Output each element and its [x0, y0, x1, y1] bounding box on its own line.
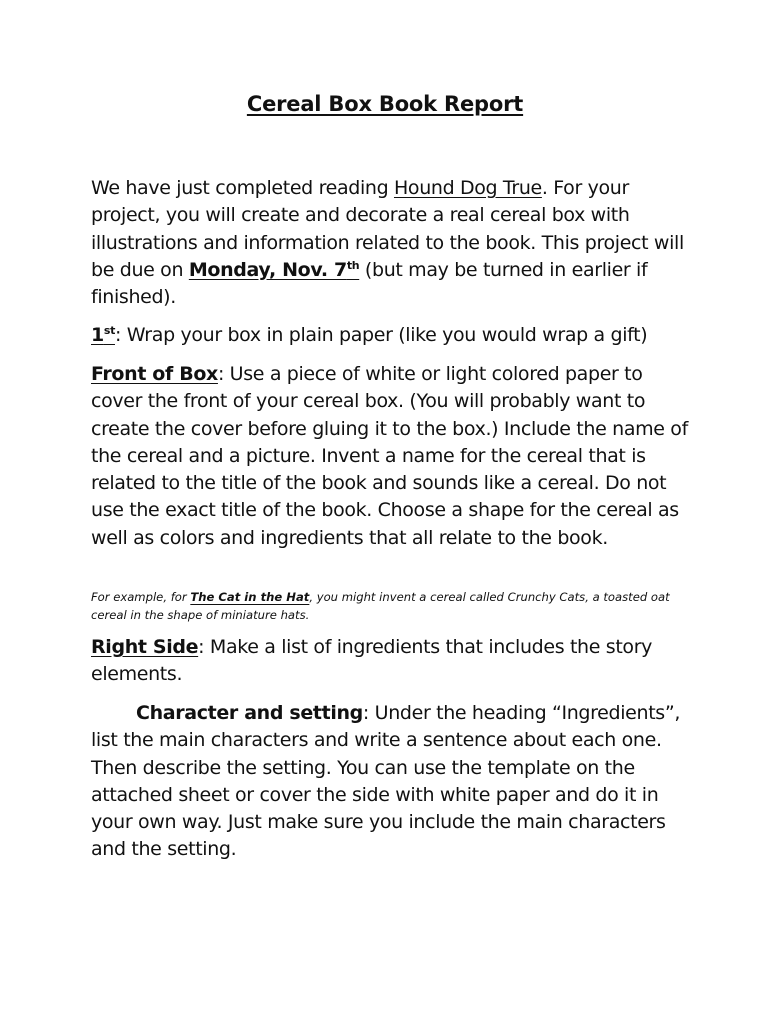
example-book-title: The Cat in the Hat: [190, 590, 310, 604]
right-side-text: : Make a list of ingredients that includes the story elements.: [91, 636, 653, 686]
due-date-superscript: th: [346, 258, 360, 272]
intro-paragraph: [91, 175, 691, 311]
character-setting-paragraph: [91, 700, 691, 864]
first-step-text: : Wrap your box in plain paper (like you would wrap a gift): [114, 324, 648, 346]
intro-text-3: (but may be turned in earlier if finished).: [91, 258, 648, 309]
due-date-text: Monday, Nov. 7: [188, 258, 347, 281]
front-of-box-text: : Use a piece of white or light colored paper to cover the front of your cereal box. (You will probably want to create the cover before gluing it to the box.) Include the name of the cereal and a picture. Invent a name for the cereal that is related to the title of the book and sounds like a cereal. Do not use the exact title of the book. Choose a shape for the cereal as well as colors and ingredients that all relate to the book.: [91, 363, 688, 549]
front-of-box-heading: Front of Box: [91, 363, 218, 385]
right-side-heading: Right Side: [91, 636, 199, 658]
first-step-paragraph: [91, 322, 691, 349]
first-step-superscript: st: [103, 324, 115, 337]
due-date: [189, 259, 359, 281]
example-text-1: For example, for: [91, 590, 191, 604]
character-setting-text: : Under the heading “Ingredients”, list the main characters and write a sentence about each one. Then describe the setting. You can use the template on the attached sheet or cover the side with white paper and do it in your own way. Just make sure you include the main characters and the setting.: [91, 702, 681, 861]
character-setting-heading: Character and setting: [136, 702, 363, 724]
page-title: Cereal Box Book Report: [246, 92, 524, 116]
intro-text-2: . For your project, you will create and decorate a real cereal box with illustrations and information related to the book. This project will be due on: [91, 177, 684, 281]
first-step-label: [91, 324, 115, 346]
example-text-2: , you might invent a cereal called Crunchy Cats, a toasted oat cereal in the shape of miniature hats.: [91, 590, 670, 622]
book-title: Hound Dog True: [393, 177, 542, 199]
intro-text-1: We have just completed reading: [91, 177, 394, 199]
first-step-number: 1: [91, 324, 104, 346]
right-side-paragraph: [91, 634, 691, 689]
example-note: [91, 589, 681, 624]
front-of-box-paragraph: [91, 361, 691, 552]
